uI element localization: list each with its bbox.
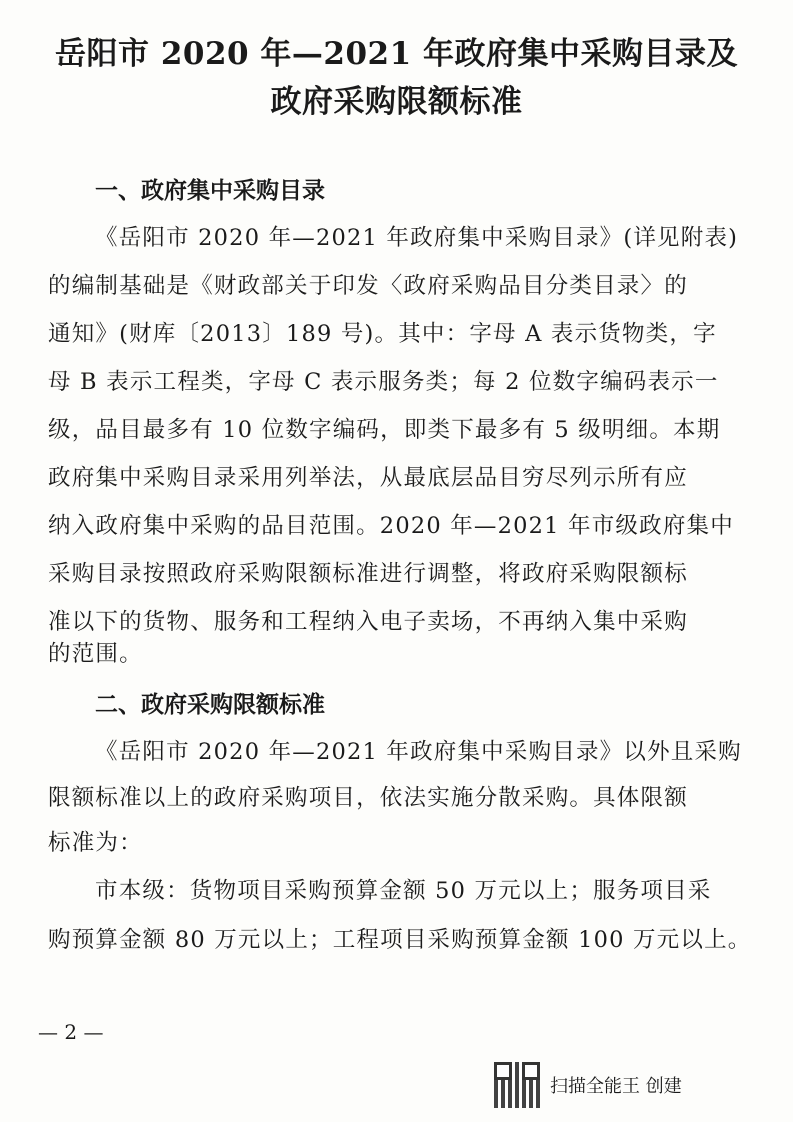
paragraph-line: 市本级：货物项目采购预算金额 50 万元以上；服务项目采 <box>95 878 712 904</box>
section2-heading: 二、政府采购限额标准 <box>95 692 325 718</box>
paragraph-line: 纳入政府集中采购的品目范围。2020 年—2021 年市级政府集中 <box>48 513 734 539</box>
paragraph-line: 的范围。 <box>48 641 143 667</box>
paragraph-line: 准以下的货物、服务和工程纳入电子卖场，不再纳入集中采购 <box>48 609 688 635</box>
paragraph-line: 政府集中采购目录采用列举法，从最底层品目穷尽列示所有应 <box>48 465 688 491</box>
paragraph-line: 级，品目最多有 10 位数字编码，即类下最多有 5 级明细。本期 <box>48 417 721 443</box>
section1-heading: 一、政府集中采购目录 <box>95 178 325 204</box>
paragraph-line: 通知》(财库〔2013〕189 号)。其中：字母 A 表示货物类，字 <box>48 321 717 347</box>
paragraph-line: 标准为： <box>48 830 143 856</box>
document-title-line-1: 岳阳市 2020 年—2021 年政府集中采购目录及 <box>55 36 738 72</box>
paragraph-line: 限额标准以上的政府采购项目，依法实施分散采购。具体限额 <box>48 785 688 811</box>
scanner-watermark: 扫描全能王 创建 <box>550 1076 682 1097</box>
paragraph-line: 母 B 表示工程类，字母 C 表示服务类；每 2 位数字编码表示一 <box>48 369 719 395</box>
paragraph-line: 《岳阳市 2020 年—2021 年政府集中采购目录》以外且采购 <box>95 739 742 765</box>
qr-code-icon <box>494 1062 540 1108</box>
paragraph-line: 的编制基础是《财政部关于印发〈政府采购品目分类目录〉的 <box>48 273 688 299</box>
paragraph-line: 《岳阳市 2020 年—2021 年政府集中采购目录》(详见附表) <box>95 225 739 251</box>
paragraph-line: 购预算金额 80 万元以上；工程项目采购预算金额 100 万元以上。 <box>48 927 752 953</box>
document-title-line-2: 政府采购限额标准 <box>270 84 523 120</box>
paragraph-line: 采购目录按照政府采购限额标准进行调整，将政府采购限额标 <box>48 561 688 587</box>
page-number: — 2 — <box>38 1020 104 1044</box>
